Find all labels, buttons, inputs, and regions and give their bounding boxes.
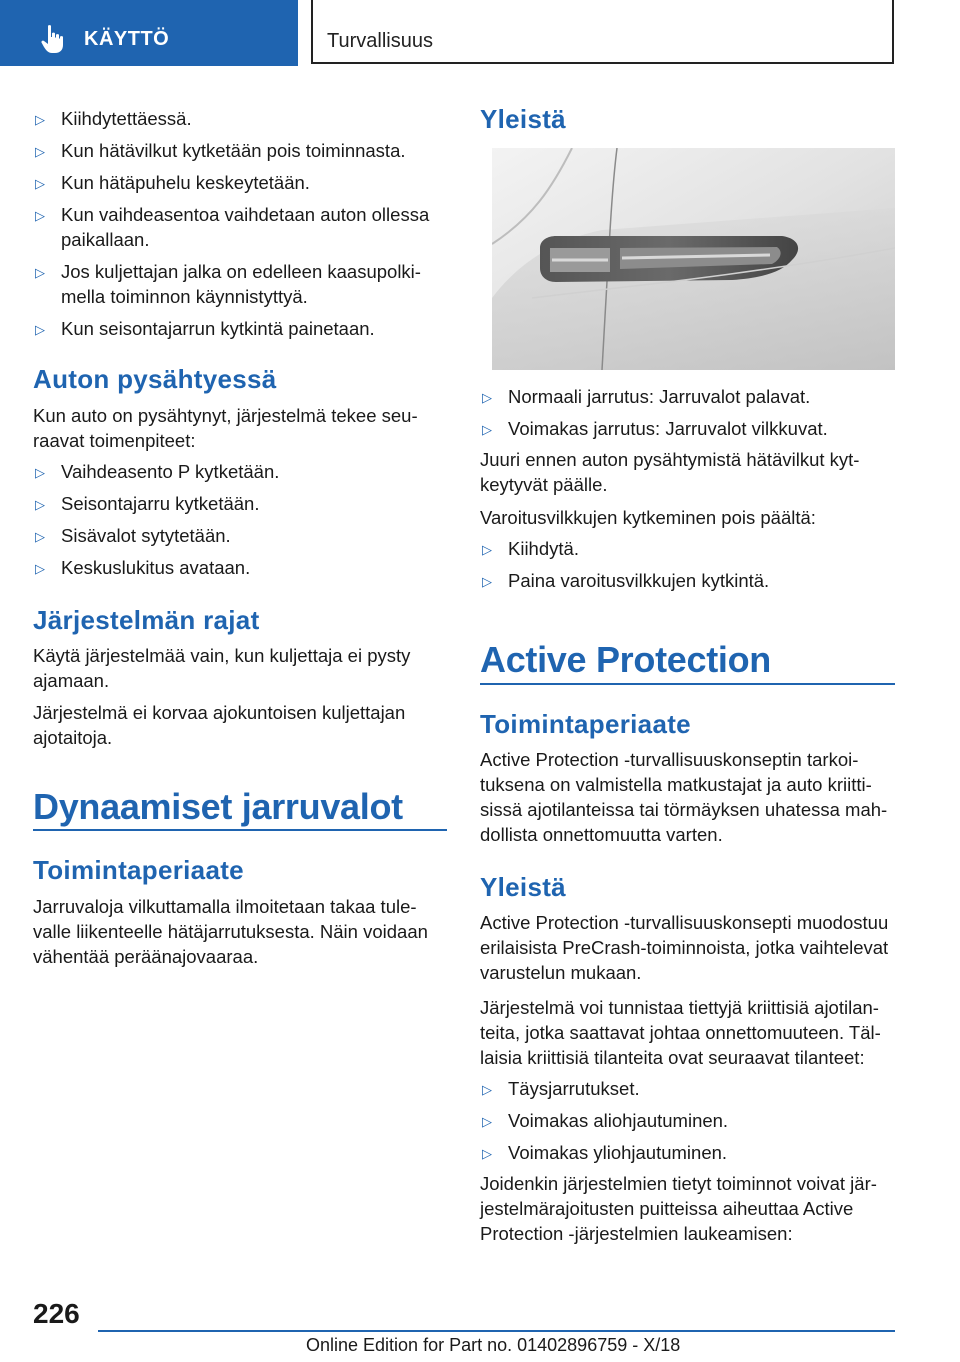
- heading-yleista: Yleistä: [480, 872, 566, 902]
- footer-edition: Online Edition for Part no. 01402896759 - X/18: [306, 1335, 681, 1355]
- list-item: ▷ Voimakas yliohjautuminen.: [480, 1140, 895, 1165]
- list-item: ▷ Voimakas jarrutus: Jarruvalot vilkkuvat.: [480, 416, 895, 441]
- bullet-icon: ▷: [482, 1114, 492, 1129]
- heading-dynaamiset-jarruvalot: Dynaamiset jarruvalot: [33, 786, 403, 827]
- list-item: ▷ Kun hätäpuhelu keskeytetään.: [33, 170, 447, 195]
- heading-toimintaperiaate: Toimintaperiaate: [33, 855, 244, 885]
- bullet-icon: ▷: [35, 561, 45, 576]
- heading-rule: [480, 683, 895, 685]
- section-label: Turvallisuus: [327, 30, 433, 52]
- list-item: ▷ Voimakas aliohjautuminen.: [480, 1108, 895, 1133]
- bullet-icon: ▷: [482, 1082, 492, 1097]
- heading-toimintaperiaate: Toimintaperiaate: [480, 709, 691, 739]
- paragraph: Varoitusvilkkujen kytkeminen pois päältä:: [480, 507, 816, 528]
- list-item: ▷ Kiihdytettäessä.: [33, 106, 447, 131]
- heading-auton-pysahtyessa: Auton pysähtyessä: [33, 364, 277, 394]
- bullet-icon: ▷: [35, 465, 45, 480]
- section-header: [311, 0, 894, 64]
- heading-rule: [33, 829, 447, 831]
- bullet-icon: ▷: [35, 529, 45, 544]
- paragraph: Järjestelmä ei korvaa ajokuntoisen kuljettajan ajotaitoja.: [33, 702, 406, 748]
- hand-pointer-icon: [40, 24, 66, 54]
- list-item: ▷ Täysjarrutukset.: [480, 1076, 895, 1101]
- bullet-icon: ▷: [482, 390, 492, 405]
- bullet-icon: ▷: [35, 176, 45, 191]
- paragraph: Juuri ennen auton pysähtymistä hätävilkut kytkeytyvät päälle.: [480, 449, 860, 495]
- paragraph: Jarruvaloja vilkuttamalla ilmoitetaan takaa tulevalle liikenteelle hätäjarrutuksesta. Näin voidaan vähentää peräänajovaaraa.: [33, 896, 428, 967]
- bullet-icon: ▷: [35, 265, 45, 280]
- chapter-tab: [0, 0, 298, 66]
- bullet-icon: ▷: [35, 208, 45, 223]
- list-item: ▷ Keskuslukitus avataan.: [33, 555, 447, 580]
- paragraph: Active Protection -turvallisuuskonsepti muodostuu erilaisista PreCrash-toiminnoista, jotka vaihtelevat varustelun mukaan.: [480, 912, 889, 983]
- paragraph: Käytä järjestelmää vain, kun kuljettaja ei pysty ajamaan.: [33, 645, 411, 691]
- bullet-icon: ▷: [35, 322, 45, 337]
- list-item: ▷ Kun vaihdeasentoa vaihdetaan auton ollessa paikallaan.: [35, 204, 430, 250]
- list-item: ▷ Kun hätävilkut kytketään pois toiminnasta.: [33, 138, 447, 163]
- heading-jarjestelman-rajat: Järjestelmän rajat: [33, 605, 260, 635]
- bullet-icon: ▷: [482, 1146, 492, 1161]
- list-item: ▷ Normaali jarrutus: Jarruvalot palavat.: [480, 384, 895, 409]
- paragraph: Joidenkin järjestelmien tietyt toiminnot voivat järjestelmärajoitusten puitteissa aiheuttaa Active Protection -järjestelmien laukeamisen:: [480, 1173, 877, 1244]
- chapter-label: KÄYTTÖ: [84, 28, 170, 50]
- bullet-icon: ▷: [35, 112, 45, 127]
- list-item: ▷ Jos kuljettajan jalka on edelleen kaasupolkimella toiminnon käynnistyttyä.: [35, 261, 421, 307]
- paragraph: Active Protection -turvallisuuskonseptin tarkoituksena on valmistella matkustajat ja auto kriittisissä ajotilanteissa tai törmäyksen uhatessa mahdollista onnettomuutta varten.: [480, 749, 888, 845]
- bullet-icon: ▷: [35, 497, 45, 512]
- page-number: 226: [33, 1298, 80, 1329]
- bullet-icon: ▷: [482, 422, 492, 437]
- list-item: ▷ Paina varoitusvilkkujen kytkintä.: [480, 568, 895, 593]
- list-item: ▷ Kun seisontajarrun kytkintä painetaan.: [33, 316, 447, 341]
- paragraph: Järjestelmä voi tunnistaa tiettyjä kriittisiä ajotilanteita, jotka saattavat johtaa onnettomuuteen. Tällaisia kriittisiä tilanteita ovat seuraavat tilanteet:: [480, 997, 881, 1068]
- bullet-icon: ▷: [482, 574, 492, 589]
- bullet-icon: ▷: [35, 144, 45, 159]
- list-item: ▷ Sisävalot sytytetään.: [33, 523, 447, 548]
- list-item: ▷ Seisontajarru kytketään.: [33, 491, 447, 516]
- bullet-icon: ▷: [482, 542, 492, 557]
- footer-rule: [98, 1330, 895, 1332]
- list-item: ▷ Kiihdytä.: [480, 536, 895, 561]
- heading-active-protection: Active Protection: [480, 639, 771, 680]
- tail-light-photo: [492, 148, 895, 370]
- list-item: ▷ Vaihdeasento P kytketään.: [33, 459, 447, 484]
- heading-yleista: Yleistä: [480, 104, 566, 134]
- paragraph: Kun auto on pysähtynyt, järjestelmä tekee seuraavat toimenpiteet:: [33, 405, 418, 451]
